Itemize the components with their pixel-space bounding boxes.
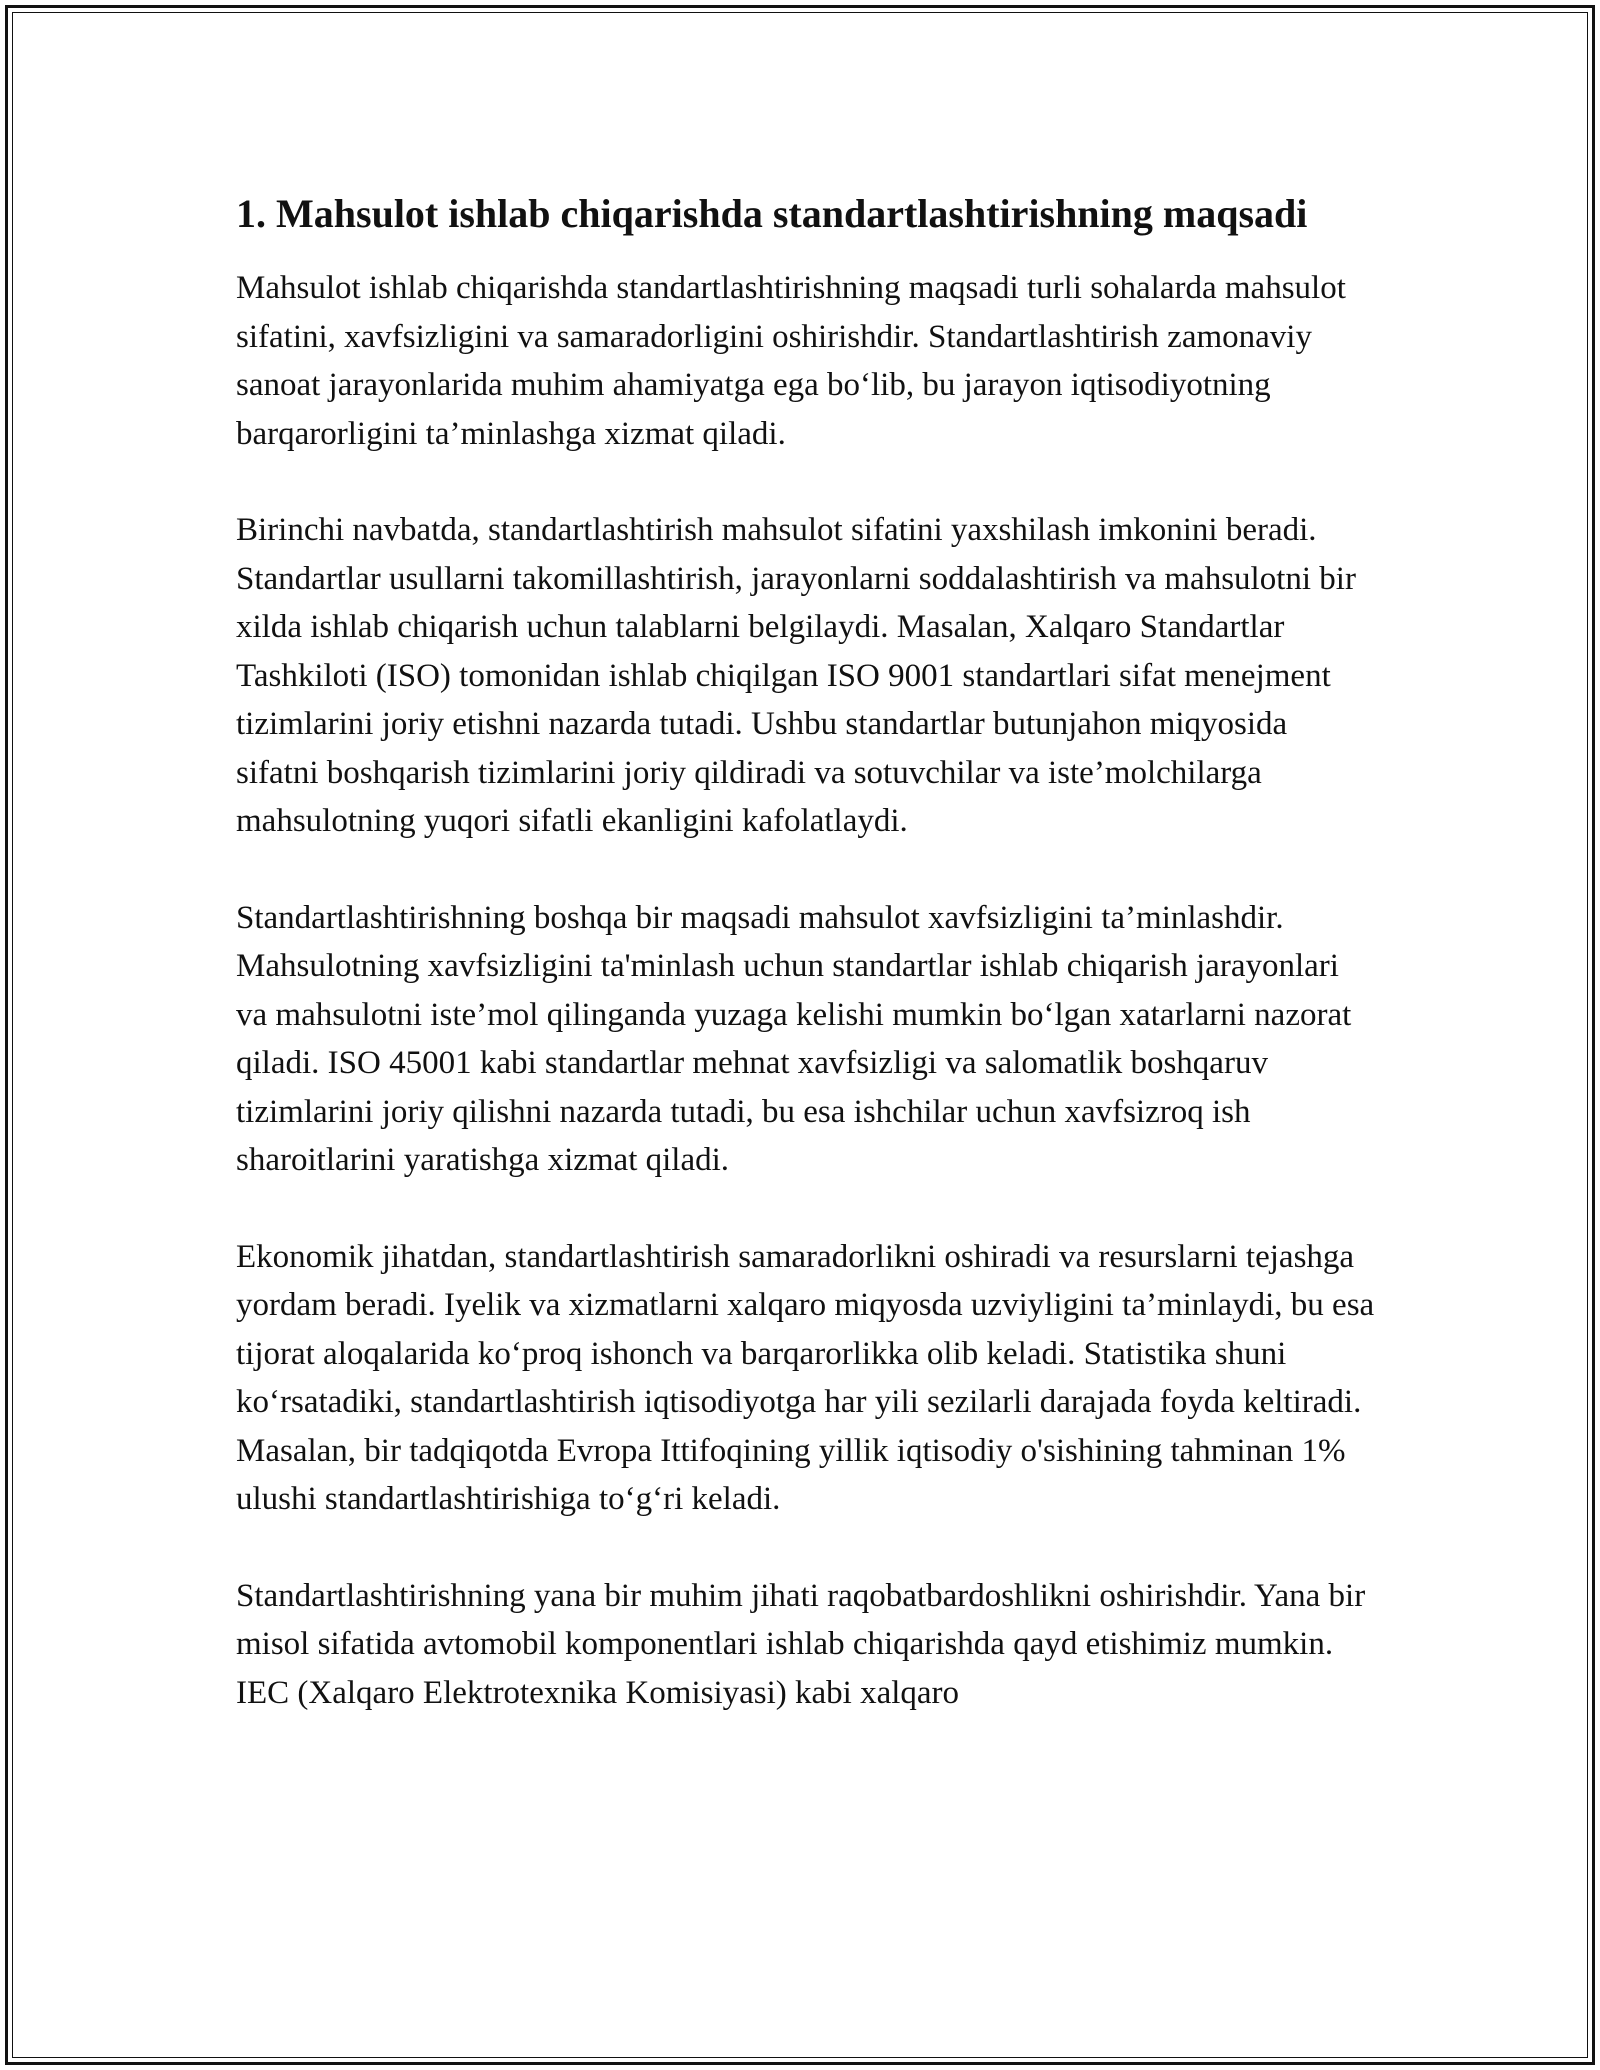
- paragraph-economy: Ekonomik jihatdan, standartlashtirish samaradorlikni oshiradi va resurslarni tejashga yordam beradi. Iyelik va xizmatlarni xalqaro miqyosda uzviyligini ta’minlaydi, bu esa tijorat aloqalarida ko‘proq ishonch va barqarorlikka olib keladi. Statistika shuni ko‘rsatadiki, standartlashtirish iqtisodiyotga har yili sezilarli darajada foyda keltiradi. Masalan, bir tadqiqotda Evropa Ittifoqining yillik iqtisodiy o'sishining tahminan 1% ulushi standartlashtirishiga to‘g‘ri keladi.: [236, 1238, 1375, 1517]
- section-heading: 1. Mahsulot ishlab chiqarishda standartlashtirishning maqsadi: [236, 191, 1308, 236]
- document-body: [236, 186, 1376, 1765]
- paragraph-intro: Mahsulot ishlab chiqarishda standartlashtirishning maqsadi turli sohalarda mahsulot sifatini, xavfsizligini va samaradorligini oshirishdir. Standartlashtirish zamonaviy sanoat jarayonlarida muhim ahamiyatga ega bo‘lib, bu jarayon iqtisodiyotning barqarorligini ta’minlashga xizmat qiladi.: [236, 270, 1346, 452]
- paragraph-safety: Standartlashtirishning boshqa bir maqsadi mahsulot xavfsizligini ta’minlashdir. Mahsulotning xavfsizligini ta'minlash uchun standartlar ishlab chiqarish jarayonlari va mahsulotni iste’mol qilinganda yuzaga kelishi mumkin bo‘lgan xatarlarni nazorat qiladi. ISO 45001 kabi standartlar mehnat xavfsizligi va salomatlik boshqaruv tizimlarini joriy qilishni nazarda tutadi, bu esa ishchilar uchun xavfsizroq ish sharoitlarini yaratishga xizmat qiladi.: [236, 899, 1352, 1178]
- paragraph-quality: Birinchi navbatda, standartlashtirish mahsulot sifatini yaxshilash imkonini beradi. Standartlar usullarni takomillashtirish, jarayonlarni soddalashtirish va mahsulotni bir xilda ishlab chiqarish uchun talablarni belgilaydi. Masalan, Xalqaro Standartlar Tashkiloti (ISO) tomonidan ishlab chiqilgan ISO 9001 standartlari sifat menejment tizimlarini joriy etishni nazarda tutadi. Ushbu standartlar butunjahon miqyosida sifatni boshqarish tizimlarini joriy qildiradi va sotuvchilar va iste’molchilarga mahsulotning yuqori sifatli ekanligini kafolatlaydi.: [236, 512, 1356, 839]
- paragraph-competitiveness: Standartlashtirishning yana bir muhim jihati raqobatbardoshlikni oshirishdir. Yana bir misol sifatida avtomobil komponentlari ishlab chiqarishda qayd etishimiz mumkin. IEC (Xalqaro Elektrotexnika Komisiyasi) kabi xalqaro: [236, 1577, 1366, 1711]
